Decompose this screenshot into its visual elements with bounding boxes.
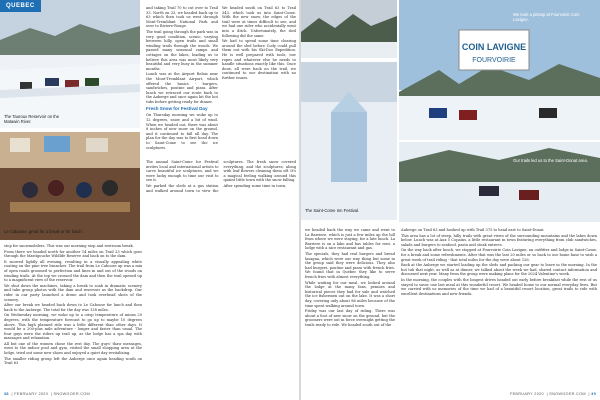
right-folio-date: FEBRUARY 2020: [509, 392, 544, 396]
caption-caboose: Le Caboose: great for a break or for lunch.: [4, 229, 83, 234]
left-c3b-p1: The annual Saint-Come Ice Festival invites local and international artists to carve beautiful ice sculptures, and we were lucky enough to time our visit to see it.: [146, 160, 219, 183]
left-page: [0, 0, 299, 400]
left-c3b-p3: After spending some time in town,: [223, 183, 287, 188]
left-folio: 38 | FEBRUARY 2020 | SNOWGOER.COM: [4, 392, 91, 396]
left-bottom-p2: From there we headed north for another 14 miles on Trail 23 which goes through the Mastigouche Wildlife Reserve and back on to the dam.: [4, 249, 142, 259]
left-page-number: 38: [4, 392, 9, 396]
right-c2-p2: This area has a lot of steep, hilly trails with great views of the surrounding mountains and the lakes down below. Lunch was at Aux 5 Copains, a little restaurant in town featuring everything from club sandwiches, salads and burgers to seafood, pasta and steak entrees.: [401, 233, 597, 247]
right-c2-p3: On the way back after lunch, we stopped at Fourvoirie Coin Lavigne, an outfitter and lodge in Saint-Come, for a break and some refreshments. After that was the last 20 miles or so back to our home base to wish a great week of trail riding - that total miles for the day were about 126.: [401, 248, 597, 262]
sainte-come-photo: [301, 62, 397, 220]
left-bottom-p6: On Wednesday morning, we woke up to a crisp temperature of minus 20 degrees, with the temperature forecast to go up to maybe 10 degrees above. This high planned ride was a little different than other days. It would be a 200-plus mile adventure - longer and faster than usual. The four guys were the riders up trail up, as the lodge has a spa day with massages and relaxation.: [4, 313, 142, 341]
trails-photo: [399, 142, 600, 222]
right-column-1: [305, 228, 395, 388]
caption-trails: Our trails led us to the Saint-Donat area.: [513, 158, 588, 163]
left-c3-p2: The trail going through the park was in very good condition, scenic, varying between hilly, open trails and small winding trails through the woods. We passed many seasonal camps and cottages on the lakes, leading us to believe this area was most likely very beautiful and very busy in the summer months.: [146, 29, 218, 71]
right-c1-p3: While waiting for our meal, we looked around the lodge at the many fans, pennies and historical pieces they had for sale and watched the ice fishermen out on the lake. It was a short day, covering only about 86 miles because of the time spent walking around town.: [305, 280, 395, 308]
left-column-3b: [146, 160, 296, 388]
right-page: [301, 0, 600, 400]
fresh-snow-heading: Fresh Snow for Festival Day: [146, 106, 208, 112]
left-column-4: [222, 6, 296, 156]
reservoir-photo: [0, 0, 140, 128]
section-tab: QUEBEC: [0, 0, 41, 12]
left-c3-p3: Lunch was at the Airport Relais near the Mont-Tremblant Airport, which offered the basics - burgers, sandwiches, poutine and pizza. After lunch we retraced our route back to the Auberge and once again hit the hot tubs before getting ready for dinner.: [146, 72, 218, 104]
right-c2-p1: Auberge on Trail 63 and hooked up with Trail 375 to head east to Saint-Donat.: [401, 228, 545, 232]
right-c2-p5: In the morning, the couples with the longest drives headed out early before breakfast while the rest of us stayed to savor one last meal at this wonderful resort. We headed home to our normal everyday lives. But we carried with us memories of the time we had of a beautiful resort location, great trails to ride with excellent destinations and new friends.: [401, 277, 597, 296]
left-bottom-p3: It snowed lightly all evening, resulting in a visually appealing white coating on the pine tree branches. The trail from Le Caboose up was a mix of open roads groomed to perfection and lines in and out of the woods on winding trails. At the top we crossed the dam and then the trail opened up to a magnificent view of the reservoir.: [4, 259, 142, 283]
left-folio-site: SNOWGOER.COM: [53, 392, 91, 396]
caboose-photo: [0, 132, 140, 240]
right-c1-p1: we headed back the way we came and went to La Barriere, which is just a few miles up the hill from where we were staying, for a late lunch. La Barriere is on a lake and has tables for rent, a lodge with a nice restaurant and gas.: [305, 228, 395, 251]
left-bottom-p7: All but one of the women chose the rest day. The guys' thaw messages, went to the indoor pool and gym, visited the small shopping area at the lodge, tried out some new shoes and enjoyed a quiet day revitalizing.: [4, 341, 142, 356]
left-bottom-p8: The smaller riding group left the Auberge once again heading south on Trail 63: [4, 356, 142, 366]
caption-sainte-come: The Saint-Come Inn Festival.: [305, 208, 360, 213]
left-column-3: [146, 6, 218, 156]
right-column-2: [401, 228, 597, 388]
svg-text:COIN LAVIGNE: COIN LAVIGNE: [461, 42, 527, 52]
left-bottom-text: [4, 244, 142, 388]
left-bottom-p4: We shut down the machines, taking a break to soak in dramatic scenery and take group photos with the dam and reservoir as the backdrop. Our rider in our party launched a drone and took overhead shots of the scenery.: [4, 283, 142, 302]
left-c4-p2: We had to spend some time clearing around the sled before Cody could pull them out with his Ski-Doo Expedition. He is well prepared with tools, tow ropes and whatever else he needs to handle situations exactly like this. Once done, all were back on the trail, we continued to our destination with no further issues.: [222, 39, 296, 80]
right-folio: FEBRUARY 2020 | SNOWGOER.COM | 39: [509, 392, 596, 396]
left-c3-p1: and taking Trail 70 to cut over to Trail 33. North on 33, we headed back up to 63 which then took us west through Mont-Tremblant National Park and over to Riviere-Rouge.: [146, 6, 218, 29]
left-bottom-p5: After our break we headed back down to Le Caboose for lunch and then back to the Auberge. The total for the day was 138 miles.: [4, 303, 142, 312]
caption-coin: We took a pitstop at Fourvoirie Coin Lavigne.: [513, 12, 580, 22]
left-bottom-p1: stop for snowmobilers. This was our morning stop and restroom break.: [4, 244, 134, 248]
left-folio-date: FEBRUARY 2020: [14, 392, 49, 396]
right-c2-p4: Back at the Auberge we started loading up the sleds and packing our gear to leave in the morning. In the hot tub that night, as well as at dinner, we talked about the week we had, shared contact information and discussed next year. Many from the group were making plans for the 2024 Valentine's week.: [401, 263, 597, 277]
right-folio-site: SNOWGOER.COM: [549, 392, 586, 396]
right-page-number: 39: [591, 392, 596, 396]
caption-tauroux: The Tauroux Reservoir on the Matawin River.: [4, 114, 60, 124]
right-c1-p4: Friday was our last day of riding. There was about a foot of new snow on the ground, but the groomers were out in force overnight getting the trails ready to ride. We headed south out of the: [305, 309, 395, 327]
forest-photo: [301, 0, 397, 58]
right-c1-p2: The specials, they had real burgers and bread lasagna, which were our way thing but some in the group said they were delicious. They also had burgers, poutine and pizza with french fries. We found that in Quebec they like to serve french fries with almost everything.: [305, 251, 395, 279]
left-c4-p1: We headed south on Trail 63 to Trail 343, which took us into Saint-Come. With the new snow, the edges of the trail were at times difficult to see, and we had one rider who accidentally went into a ditch. Unfortunately, the sled following did the same.: [222, 6, 296, 38]
left-c3b-p2: We parked the sleds at a gas station and walked around town to view the sculptures. The fresh snow covered everything, and the sculptures, along with leaf flowers cleaning them off. It's a magical feeling walking around this quaint little town with the snow falling.: [146, 160, 296, 193]
left-c3-p4: On Thursday morning we woke up to 12 degrees, snow and a bit of wind. When we headed out, there was about 8 inches of new snow on the ground, and it continued to fall all day. The plan for the day was to first head down to Saint-Come to see the ice sculptures.: [146, 113, 218, 150]
svg-text:FOURVOIRIE: FOURVOIRIE: [472, 57, 516, 64]
